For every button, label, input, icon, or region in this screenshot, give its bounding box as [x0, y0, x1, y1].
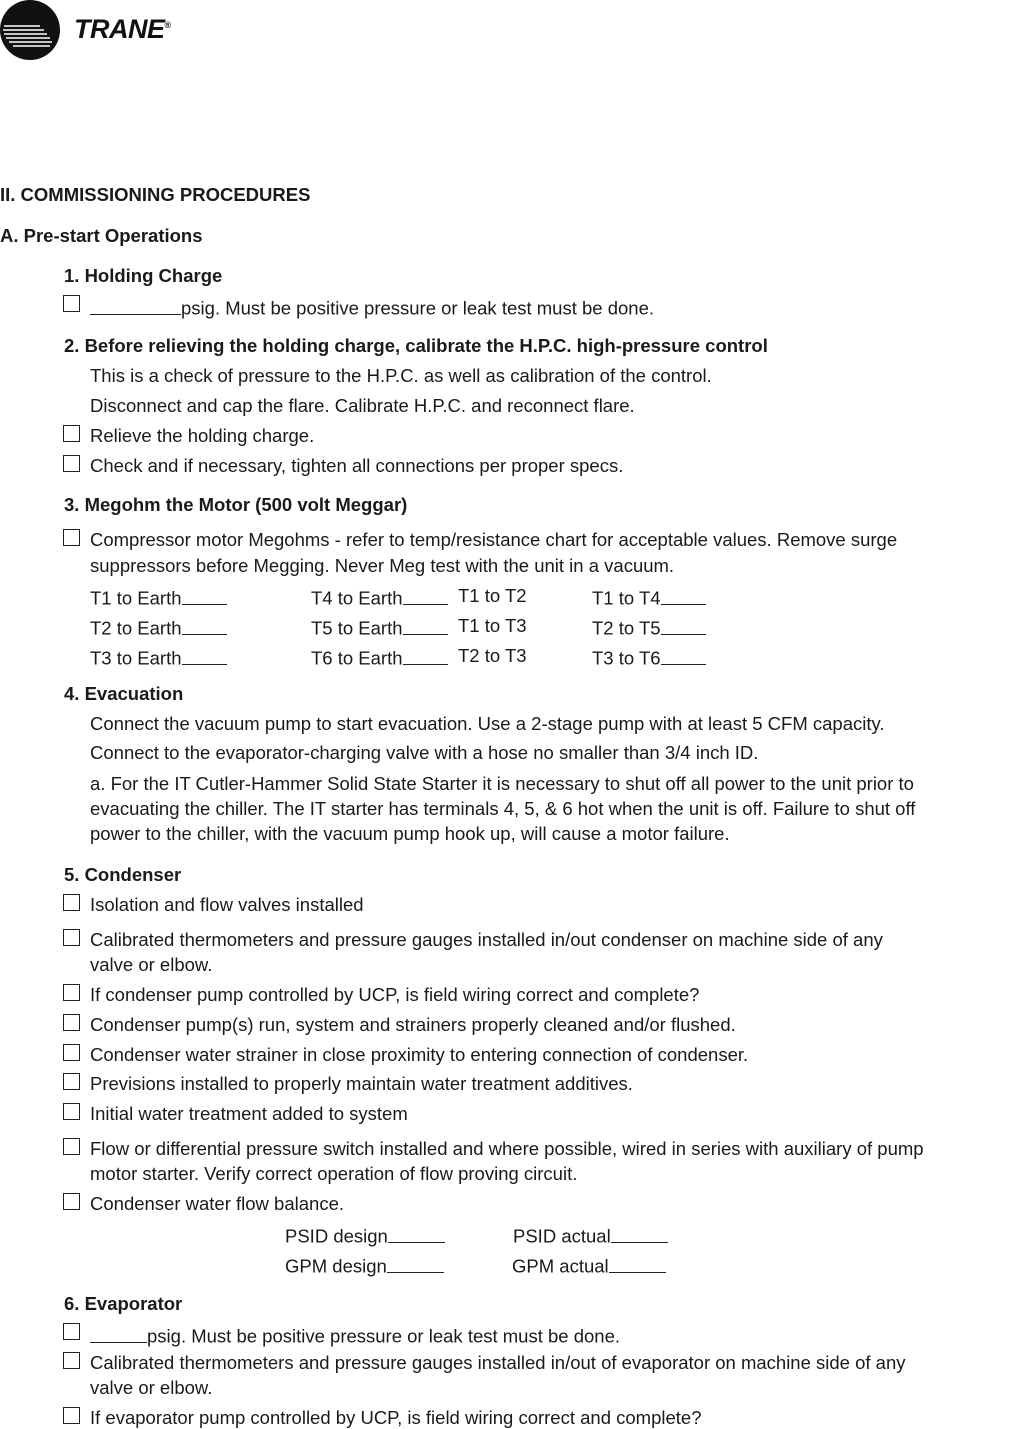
evaporator-item-3-checkbox[interactable]	[63, 1407, 80, 1424]
psid-design-field[interactable]	[388, 1223, 445, 1243]
hpc-heading: 2. Before relieving the holding charge, calibrate the H.P.C. high-pressure control	[64, 335, 768, 356]
evacuation-line-4: evacuating the chiller. The IT starter has terminals 4, 5, & 6 hot when the unit is off. Failure to shut off	[90, 798, 916, 819]
megohm-t3-earth: T3 to Earth	[90, 645, 227, 670]
megohm-t1-t4-field[interactable]	[661, 585, 706, 605]
psid-design: PSID design	[285, 1223, 445, 1248]
tighten-connections-label: Check and if necessary, tighten all connections per proper specs.	[90, 455, 624, 476]
evacuation-line-5: power to the chiller, with the vacuum pump hook up, will cause a motor failure.	[90, 823, 730, 844]
brand-logo	[74, 14, 171, 45]
brand-name: TRANE	[74, 14, 165, 44]
subsection-title: A. Pre-start Operations	[0, 225, 203, 246]
condenser-heading: 5. Condenser	[64, 864, 182, 885]
holding-charge-psig-field[interactable]	[90, 295, 181, 315]
holding-charge-checkbox[interactable]	[63, 295, 80, 312]
gpm-actual-field[interactable]	[609, 1253, 666, 1273]
condenser-item-9-label: Condenser water flow balance.	[90, 1193, 345, 1214]
condenser-item-5-checkbox[interactable]	[63, 1044, 80, 1061]
megohm-t2-earth-field[interactable]	[182, 615, 227, 635]
megohm-t2-t3: T2 to T3	[458, 645, 527, 666]
condenser-item-8-label-2: motor starter. Verify correct operation of flow proving circuit.	[90, 1163, 578, 1184]
evaporator-item-2-label-2: valve or elbow.	[90, 1377, 213, 1398]
evaporator-heading: 6. Evaporator	[64, 1293, 183, 1314]
condenser-item-7-label: Initial water treatment added to system	[90, 1103, 408, 1124]
condenser-item-2-label-1: Calibrated thermometers and pressure gauges installed in/out condenser on machine side of any	[90, 929, 883, 950]
megohm-t1-t3: T1 to T3	[458, 615, 527, 636]
evacuation-heading: 4. Evacuation	[64, 683, 184, 704]
megohm-t2-t5-field[interactable]	[661, 615, 706, 635]
evaporator-item-1-checkbox[interactable]	[63, 1323, 80, 1340]
megohm-t2-t5: T2 to T5	[592, 615, 706, 640]
holding-charge-heading: 1. Holding Charge	[64, 265, 223, 286]
gpm-design-field[interactable]	[387, 1253, 444, 1273]
relieve-charge-checkbox[interactable]	[63, 425, 80, 442]
evaporator-psig-field[interactable]	[90, 1323, 147, 1343]
megohm-heading: 3. Megohm the Motor (500 volt Meggar)	[64, 494, 408, 515]
hpc-note-1: This is a check of pressure to the H.P.C. as well as calibration of the control.	[90, 365, 712, 386]
condenser-item-3-checkbox[interactable]	[63, 984, 80, 1001]
condenser-item-9-checkbox[interactable]	[63, 1193, 80, 1210]
relieve-charge-label: Relieve the holding charge.	[90, 425, 315, 446]
condenser-item-6-checkbox[interactable]	[63, 1073, 80, 1090]
condenser-item-4-checkbox[interactable]	[63, 1014, 80, 1031]
evaporator-item-1: psig. Must be positive pressure or leak test must be done.	[90, 1323, 620, 1348]
gpm-design: GPM design	[285, 1253, 444, 1278]
evaporator-item-3-label: If evaporator pump controlled by UCP, is field wiring correct and complete?	[90, 1407, 702, 1428]
hpc-note-2: Disconnect and cap the flare. Calibrate H.P.C. and reconnect flare.	[90, 395, 635, 416]
megohm-t3-t6: T3 to T6	[592, 645, 706, 670]
condenser-item-1-checkbox[interactable]	[63, 894, 80, 911]
condenser-item-6-label: Previsions installed to properly maintain water treatment additives.	[90, 1073, 633, 1094]
evacuation-line-2: Connect to the evaporator-charging valve with a hose no smaller than 3/4 inch ID.	[90, 742, 759, 763]
megohm-t1-t4: T1 to T4	[592, 585, 706, 610]
evaporator-item-2-label-1: Calibrated thermometers and pressure gauges installed in/out of evaporator on machine side of any	[90, 1352, 906, 1373]
evacuation-line-3: a. For the IT Cutler-Hammer Solid State Starter it is necessary to shut off all power to the unit prior to	[90, 773, 914, 794]
megohm-desc-1: Compressor motor Megohms - refer to temp/resistance chart for acceptable values. Remove surge	[90, 529, 898, 550]
evacuation-line-1: Connect the vacuum pump to start evacuation. Use a 2-stage pump with at least 5 CFM capacity.	[90, 713, 885, 734]
condenser-item-2-checkbox[interactable]	[63, 929, 80, 946]
condenser-item-7-checkbox[interactable]	[63, 1103, 80, 1120]
megohm-t6-earth: T6 to Earth	[311, 645, 448, 670]
megohm-t2-earth: T2 to Earth	[90, 615, 227, 640]
megohm-t1-earth: T1 to Earth	[90, 585, 227, 610]
condenser-item-4-label: Condenser pump(s) run, system and strainers properly cleaned and/or flushed.	[90, 1014, 736, 1035]
megohm-t4-earth-field[interactable]	[403, 585, 448, 605]
megohm-t4-earth: T4 to Earth	[311, 585, 448, 610]
gpm-actual: GPM actual	[512, 1253, 666, 1278]
psid-actual: PSID actual	[513, 1223, 668, 1248]
megohm-t5-earth-field[interactable]	[403, 615, 448, 635]
section-title: II. COMMISSIONING PROCEDURES	[0, 184, 311, 205]
condenser-item-5-label: Condenser water strainer in close proximity to entering connection of condenser.	[90, 1044, 749, 1065]
megohm-t3-t6-field[interactable]	[661, 645, 706, 665]
megohm-t6-earth-field[interactable]	[403, 645, 448, 665]
registered-mark: ®	[164, 20, 171, 30]
megohm-desc-2: suppressors before Megging. Never Meg test with the unit in a vacuum.	[90, 555, 675, 576]
condenser-item-8-checkbox[interactable]	[63, 1138, 80, 1155]
condenser-item-1-label: Isolation and flow valves installed	[90, 894, 364, 915]
psid-actual-field[interactable]	[611, 1223, 668, 1243]
trane-logo-mark-icon	[0, 0, 60, 60]
condenser-item-3-label: If condenser pump controlled by UCP, is field wiring correct and complete?	[90, 984, 700, 1005]
megohm-t3-earth-field[interactable]	[182, 645, 227, 665]
megohm-t5-earth: T5 to Earth	[311, 615, 448, 640]
tighten-connections-checkbox[interactable]	[63, 455, 80, 472]
megohm-t1-earth-field[interactable]	[182, 585, 227, 605]
condenser-item-2-label-2: valve or elbow.	[90, 954, 213, 975]
holding-charge-item: psig. Must be positive pressure or leak test must be done.	[90, 295, 654, 320]
evaporator-item-2-checkbox[interactable]	[63, 1352, 80, 1369]
condenser-item-8-label-1: Flow or differential pressure switch installed and where possible, wired in series with auxiliary of pump	[90, 1138, 924, 1159]
megohm-t1-t2: T1 to T2	[458, 585, 527, 606]
megohm-checkbox[interactable]	[63, 529, 80, 546]
